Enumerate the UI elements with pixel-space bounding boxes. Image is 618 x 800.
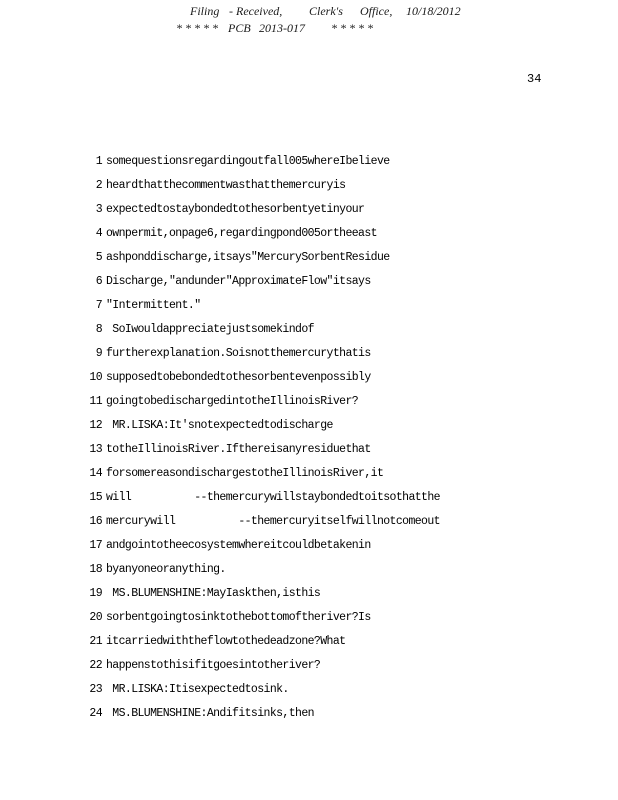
line-text: ashponddischarge,itsays"MercurySorbentResidue (106, 251, 390, 264)
page-number: 34 (527, 72, 542, 86)
line-text: MS.BLUMENSHINE:MayIaskthen,isthis (106, 587, 321, 600)
line-text: MS.BLUMENSHINE:Andifitsinks,then (106, 707, 314, 720)
transcript-line (86, 536, 566, 560)
line-text: MR.LISKA:It'snotexpectedtodischarge (106, 419, 333, 432)
line-number: 18 (89, 563, 102, 576)
line-number: 16 (89, 515, 102, 528)
transcript-line (86, 392, 566, 416)
transcript-line (86, 272, 566, 296)
line-text: byanyoneoranything. (106, 563, 226, 576)
line-number: 8 (95, 323, 102, 336)
transcript-line (86, 512, 566, 536)
line-text: sorbentgoingtosinktothebottomoftheriver?Is (106, 611, 371, 624)
line-text: will --themercurywillstaybondedtoitsothatthe (106, 491, 440, 504)
clerks-label: Clerk's (309, 4, 343, 18)
line-number: 5 (95, 251, 102, 264)
line-text: somequestionsregardingoutfall005whereIbelieve (106, 155, 390, 168)
transcript-line (86, 176, 566, 200)
office-label: Office, (360, 4, 393, 18)
stars-right: * * * * * (331, 21, 373, 35)
line-text: totheIllinoisRiver.Ifthereisanyresiduethat (106, 443, 371, 456)
line-text: happenstothisifitgoesintotheriver? (106, 659, 321, 672)
transcript-line (86, 344, 566, 368)
stars-left: * * * * * (176, 21, 218, 35)
line-text: Discharge,"andunder"ApproximateFlow"itsays (106, 275, 371, 288)
line-number: 19 (89, 587, 102, 600)
transcript-line (86, 200, 566, 224)
filing-date: 10/18/2012 (406, 4, 461, 18)
line-number: 13 (89, 443, 102, 456)
line-number: 17 (89, 539, 102, 552)
line-number: 4 (95, 227, 102, 240)
pcb-label: PCB (228, 21, 251, 35)
line-text: goingtobedischargedintotheIllinoisRiver? (106, 395, 359, 408)
transcript-line (86, 584, 566, 608)
received-label: - Received, (229, 4, 283, 18)
transcript-line (86, 680, 566, 704)
line-number: 2 (95, 179, 102, 192)
transcript-line (86, 320, 566, 344)
line-text: andgointotheecosystemwhereitcouldbetakenin (106, 539, 371, 552)
transcript-line (86, 296, 566, 320)
line-text: forsomereasondischargestotheIllinoisRiver,it (106, 467, 384, 480)
line-text: expectedtostaybondedtothesorbentyetinyour (106, 203, 365, 216)
transcript-line (86, 632, 566, 656)
line-number: 1 (95, 155, 102, 168)
line-number: 6 (95, 275, 102, 288)
line-number: 23 (89, 683, 102, 696)
line-number: 15 (89, 491, 102, 504)
line-text: mercurywill --themercuryitselfwillnotcomeout (106, 515, 440, 528)
transcript-line (86, 416, 566, 440)
line-number: 22 (89, 659, 102, 672)
transcript-line (86, 488, 566, 512)
line-number: 12 (89, 419, 102, 432)
line-text: MR.LISKA:Itisexpectedtosink. (106, 683, 289, 696)
transcript-line (86, 152, 566, 176)
transcript-line (86, 368, 566, 392)
line-text: "Intermittent." (106, 299, 201, 312)
transcript-line (86, 560, 566, 584)
transcript-line (86, 656, 566, 680)
line-number: 3 (95, 203, 102, 216)
line-number: 7 (95, 299, 102, 312)
transcript-line (86, 608, 566, 632)
line-number: 11 (89, 395, 102, 408)
line-number: 10 (89, 371, 102, 384)
transcript-line (86, 704, 566, 728)
filing-label: Filing (190, 4, 220, 18)
line-text: SoIwouldappreciatejustsomekindof (106, 323, 314, 336)
line-number: 14 (89, 467, 102, 480)
transcript-body (86, 152, 566, 728)
line-number: 9 (95, 347, 102, 360)
transcript-line (86, 440, 566, 464)
transcript-line (86, 248, 566, 272)
line-text: itcarriedwiththeflowtothedeadzone?What (106, 635, 346, 648)
line-number: 24 (89, 707, 102, 720)
line-number: 20 (89, 611, 102, 624)
case-number: 2013-017 (259, 21, 305, 35)
line-text: ownpermit,onpage6,regardingpond005ortheeast (106, 227, 377, 240)
line-text: heardthatthecommentwasthatthemercuryis (106, 179, 346, 192)
line-text: supposedtobebondedtothesorbentevenpossibly (106, 371, 371, 384)
transcript-line (86, 464, 566, 488)
line-number: 21 (89, 635, 102, 648)
transcript-line (86, 224, 566, 248)
line-text: furtherexplanation.Soisnotthemercurythatis (106, 347, 371, 360)
